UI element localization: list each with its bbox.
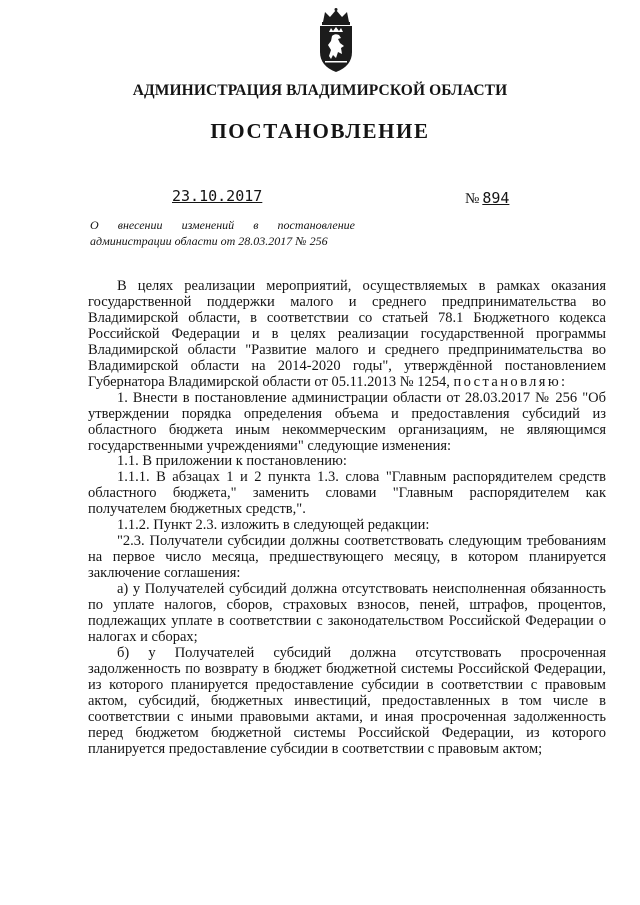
document-body [88, 279, 606, 758]
document-date: 23.10.2017 [172, 187, 263, 205]
subject-word: в [253, 218, 259, 232]
paragraph-1-1-2: 1.1.2. Пункт 2.3. изложить в следующей редакции: [117, 517, 430, 534]
subject-line-1 [90, 217, 355, 233]
organization-name: АДМИНИСТРАЦИЯ ВЛАДИМИРСКОЙ ОБЛАСТИ [132, 82, 508, 99]
decree-word: постановляю: [453, 373, 568, 390]
paragraph-1: 1. Внести в постановление администрации области от 28.03.2017 № 256 "Об утверждении порядка определения объема и предоставления субсидий из областного бюджета иным некоммерческим организациям, не являющимся государственными учреждениями" следующие изменения: [88, 389, 606, 454]
document-type-title: ПОСТАНОВЛЕНИЕ [210, 119, 430, 143]
subject-word: изменений [181, 218, 235, 232]
paragraph-2-3: "2.3. Получатели субсидии должны соответствовать следующим требованиям на первое число месяца, предшествующего месяцу, в котором планируется заключение соглашения: [88, 533, 606, 582]
paragraph-item-b: б) у Получателей субсидий должна отсутствовать просроченная задолженность по возврату в бюджет бюджетной системы Российской Федерации, из которого планируется предоставление субсидии в соответствии с правовым актом, субсидий, бюджетных инвестиций, предоставленных в том числе в соответствии с иными правовыми актами, и иная просроченная задолженность перед бюджетом бюджетной системы Российской Федерации, из которого планируется предоставление субсидии в соответствии с правовым актом; [88, 644, 606, 757]
subject-word: постановление [277, 218, 355, 232]
subject-word: О [90, 218, 99, 232]
paragraph-item-a: а) у Получателей субсидий должна отсутствовать неисполненная обязанность по уплате налогов, сборов, страховых взносов, пеней, штрафов, процентов, подлежащих уплате в соответствии с законодательством Российской Федерации о налогах и сборах; [88, 581, 606, 645]
subject-block [90, 217, 355, 249]
coat-of-arms-icon [311, 8, 361, 74]
number-sign: № [465, 191, 480, 207]
subject-word: внесении [117, 218, 163, 232]
paragraph-1-1: 1.1. В приложении к постановлению: [117, 453, 347, 470]
subject-line-2: администрации области от 28.03.2017 № 256 [90, 234, 328, 248]
preamble-text: В целях реализации мероприятий, осуществляемых в рамках оказания государственной поддержки малого и среднего предпринимательства во Владимирской области, в соответствии со статьей 78.1 Бюджетного кодекса Российской Федерации и в целях реализации государственной программы Владимирской области "Развитие малого и среднего предпринимательства во Владимирской области на 2014-2020 годы", утверждённой постановлением Губернатора Владимирской области от 05.11.2013 № 1254, [88, 278, 606, 390]
paragraph-preamble [88, 279, 606, 391]
document-number [465, 189, 509, 208]
paragraph-1-1-1: 1.1.1. В абзацах 1 и 2 пункта 1.3. слова "Главным распорядителем средств областного бюджета," заменить словами "Главным распорядителем как получателем бюджетных средств,". [88, 469, 606, 518]
number-value: 894 [482, 189, 510, 207]
